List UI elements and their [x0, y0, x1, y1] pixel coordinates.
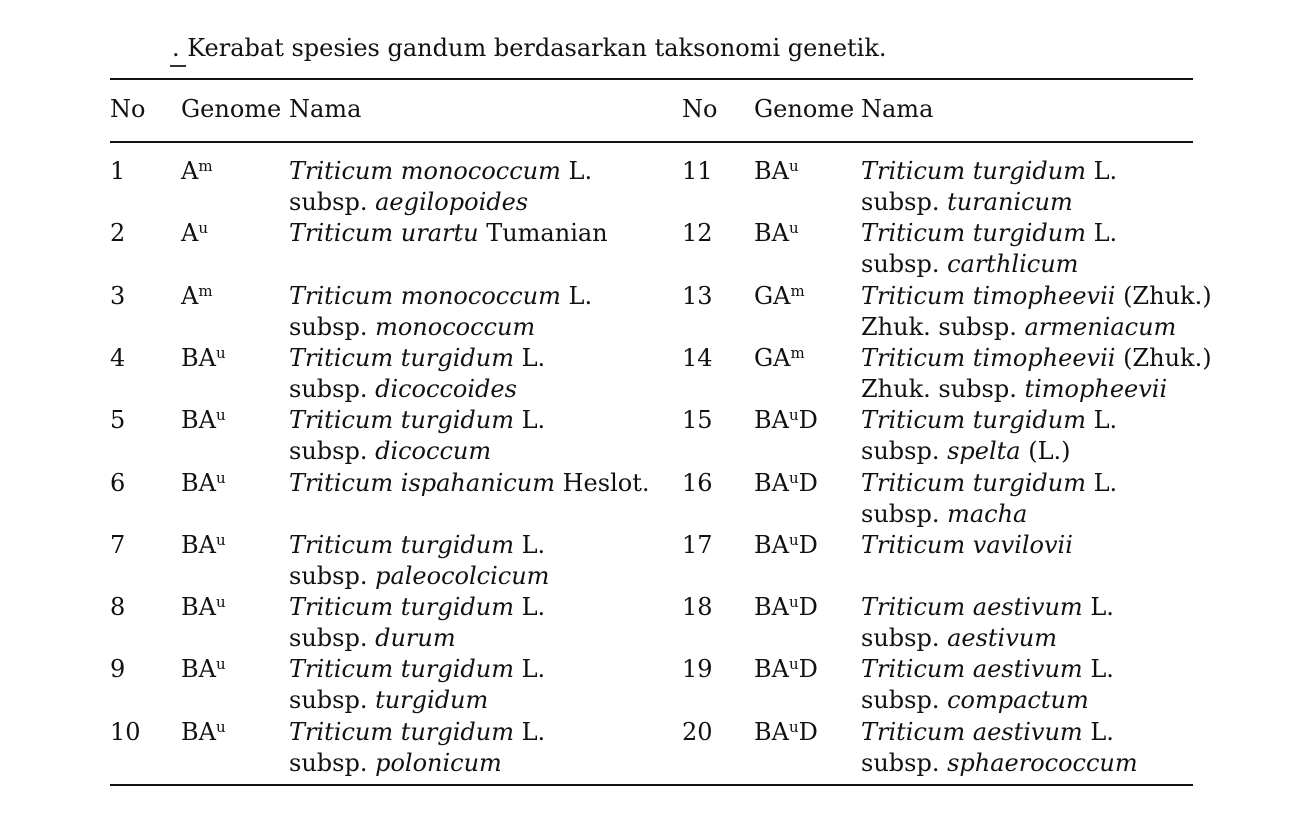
species-name-cell — [861, 654, 1114, 716]
species-name-cell — [289, 592, 545, 654]
species-name: Triticum timopheevii — [861, 282, 1116, 310]
row-number: 17 — [682, 531, 713, 559]
genome-cell — [754, 468, 818, 499]
species-name: Triticum vavilovii — [861, 531, 1073, 559]
row-number: 7 — [110, 531, 126, 559]
subspecies-name: carthlicum — [947, 250, 1079, 278]
species-line — [861, 405, 1117, 436]
row-number: 9 — [110, 655, 126, 683]
caption-text: . Kerabat spesies gandum berdasarkan taksonomi genetik. — [172, 34, 887, 62]
genome-superscript: u — [788, 655, 799, 673]
genome-base: BA — [181, 718, 216, 746]
subspecies-line — [289, 561, 549, 592]
subspecies-name: armeniacum — [1024, 313, 1177, 341]
species-authority: L. — [1082, 655, 1114, 683]
species-name: Triticum urartu — [289, 219, 479, 247]
row-number: 11 — [682, 157, 713, 185]
species-authority: L. — [513, 344, 546, 372]
subspecies-name: monococcum — [375, 313, 536, 341]
subspecies-name: dicoccum — [375, 437, 492, 465]
subspecies-prefix: subsp. — [861, 188, 948, 216]
table-caption — [110, 30, 887, 66]
species-name: Triticum turgidum — [289, 406, 514, 434]
genome-cell — [181, 343, 226, 374]
species-name-cell — [289, 281, 592, 343]
genome-cell — [754, 343, 805, 374]
species-line — [861, 530, 1073, 561]
row-number: 4 — [110, 344, 126, 372]
subspecies-name: spelta — [947, 437, 1021, 465]
row-number: 1 — [110, 157, 126, 185]
species-name: Triticum turgidum — [289, 344, 514, 372]
subspecies-prefix: subsp. — [289, 562, 376, 590]
species-name: Triticum ispahanicum — [289, 469, 555, 497]
species-line — [289, 468, 649, 499]
genome-base: A — [181, 219, 199, 247]
species-name: Triticum aestivum — [861, 655, 1083, 683]
row-number: 6 — [110, 469, 126, 497]
genome-cell — [181, 654, 226, 685]
genome-base: BA — [754, 531, 789, 559]
species-line — [861, 717, 1138, 748]
species-authority: L. — [1082, 718, 1114, 746]
genome-base: BA — [754, 469, 789, 497]
genome-cell — [181, 468, 226, 499]
species-line — [861, 592, 1114, 623]
species-name: Triticum monococcum — [289, 157, 561, 185]
subspecies-authority: (L.) — [1020, 437, 1071, 465]
genome-superscript: u — [215, 406, 226, 424]
species-name: Triticum turgidum — [289, 531, 514, 559]
subspecies-line — [861, 436, 1117, 467]
subspecies-line — [861, 685, 1114, 716]
genome-tail: D — [798, 531, 818, 559]
genome-base: BA — [181, 469, 216, 497]
row-number: 16 — [682, 469, 713, 497]
genome-base: BA — [754, 655, 789, 683]
genome-superscript: u — [215, 344, 226, 362]
genome-superscript: m — [790, 282, 805, 300]
species-line — [861, 281, 1212, 312]
header-genome-left: Genome — [181, 95, 282, 123]
row-number: 3 — [110, 282, 126, 310]
species-name-cell — [861, 530, 1073, 561]
genome-superscript: u — [788, 406, 799, 424]
species-name: Triticum turgidum — [861, 219, 1086, 247]
row-number: 19 — [682, 655, 713, 683]
genome-cell — [181, 281, 213, 312]
species-name-cell — [861, 156, 1117, 218]
genome-cell — [181, 218, 208, 249]
genome-superscript: u — [215, 531, 226, 549]
subspecies-prefix: subsp. — [861, 749, 948, 777]
subspecies-line — [861, 748, 1138, 779]
header-genome-right: Genome — [754, 95, 855, 123]
species-name-cell — [861, 343, 1212, 405]
species-name-cell — [289, 530, 549, 592]
header-nama-left: Nama — [289, 95, 362, 123]
subspecies-prefix: subsp. — [861, 686, 948, 714]
species-authority: L. — [513, 593, 546, 621]
row-number: 14 — [682, 344, 713, 372]
subspecies-line — [861, 187, 1117, 218]
genome-superscript: u — [215, 593, 226, 611]
species-line — [289, 343, 545, 374]
subspecies-prefix: subsp. — [861, 624, 948, 652]
genome-cell — [754, 717, 818, 748]
species-line — [289, 592, 545, 623]
subspecies-name: paleocolcicum — [375, 562, 550, 590]
species-authority: (Zhuk.) — [1115, 282, 1212, 310]
genome-superscript: u — [198, 219, 209, 237]
genome-base: BA — [181, 406, 216, 434]
genome-base: GA — [754, 344, 791, 372]
subspecies-name: aegilopoides — [375, 188, 529, 216]
species-line — [861, 654, 1114, 685]
species-authority: L. — [1082, 593, 1114, 621]
species-name-cell — [289, 654, 545, 716]
genome-base: A — [181, 157, 199, 185]
subspecies-prefix: Zhuk. subsp. — [861, 313, 1025, 341]
row-number: 10 — [110, 718, 141, 746]
species-name-cell — [861, 405, 1117, 467]
genome-superscript: u — [788, 219, 799, 237]
genome-cell — [181, 592, 226, 623]
species-name-cell — [289, 343, 545, 405]
species-name-cell — [289, 717, 545, 779]
row-number: 20 — [682, 718, 713, 746]
genome-base: BA — [181, 344, 216, 372]
genome-base: BA — [754, 219, 789, 247]
genome-cell — [181, 156, 213, 187]
species-name: Triticum aestivum — [861, 593, 1083, 621]
species-authority: L. — [1085, 219, 1118, 247]
subspecies-name: aestivum — [947, 624, 1057, 652]
species-authority: L. — [513, 718, 546, 746]
header-rule — [110, 141, 1193, 143]
genome-cell — [754, 218, 799, 249]
subspecies-name: polonicum — [375, 749, 502, 777]
genome-tail: D — [798, 655, 818, 683]
subspecies-line — [289, 187, 592, 218]
species-line — [289, 156, 592, 187]
row-number: 18 — [682, 593, 713, 621]
species-name: Triticum turgidum — [289, 593, 514, 621]
genome-superscript: u — [788, 469, 799, 487]
genome-cell — [754, 654, 818, 685]
subspecies-prefix: subsp. — [289, 749, 376, 777]
species-line — [861, 343, 1212, 374]
genome-superscript: u — [215, 469, 226, 487]
subspecies-name: timopheevii — [1024, 375, 1168, 403]
species-name-cell — [861, 468, 1117, 530]
subspecies-line — [861, 374, 1212, 405]
row-number: 5 — [110, 406, 126, 434]
species-authority: Heslot. — [554, 469, 650, 497]
subspecies-line — [861, 623, 1114, 654]
species-authority: L. — [1085, 469, 1118, 497]
species-name: Triticum turgidum — [861, 469, 1086, 497]
row-number: 15 — [682, 406, 713, 434]
row-number: 13 — [682, 282, 713, 310]
row-number: 8 — [110, 593, 126, 621]
genome-base: GA — [754, 282, 791, 310]
subspecies-prefix: subsp. — [289, 624, 376, 652]
genome-base: BA — [754, 718, 789, 746]
subspecies-prefix: subsp. — [289, 313, 376, 341]
genome-tail: D — [798, 469, 818, 497]
subspecies-name: macha — [947, 500, 1028, 528]
genome-base: BA — [754, 157, 789, 185]
subspecies-line — [289, 312, 592, 343]
genome-cell — [754, 281, 805, 312]
subspecies-prefix: subsp. — [861, 437, 948, 465]
species-authority: L. — [1085, 157, 1118, 185]
genome-superscript: u — [788, 718, 799, 736]
subspecies-prefix: subsp. — [289, 375, 376, 403]
genome-base: BA — [754, 593, 789, 621]
genome-base: A — [181, 282, 199, 310]
species-authority: L. — [560, 157, 593, 185]
species-authority: L. — [513, 655, 546, 683]
genome-superscript: u — [788, 531, 799, 549]
species-authority: L. — [513, 406, 546, 434]
species-name-cell — [861, 592, 1114, 654]
species-line — [861, 468, 1117, 499]
species-name-cell — [289, 156, 592, 218]
genome-cell — [754, 156, 799, 187]
genome-superscript: u — [788, 593, 799, 611]
row-number: 2 — [110, 219, 126, 247]
genome-base: BA — [181, 531, 216, 559]
genome-tail: D — [798, 593, 818, 621]
subspecies-line — [289, 623, 545, 654]
genome-base: BA — [181, 655, 216, 683]
subspecies-name: turgidum — [375, 686, 489, 714]
bottom-rule — [110, 784, 1193, 786]
subspecies-prefix: Zhuk. subsp. — [861, 375, 1025, 403]
species-name-cell — [861, 218, 1117, 280]
subspecies-prefix: subsp. — [289, 437, 376, 465]
genome-superscript: u — [788, 157, 799, 175]
header-no-right: No — [682, 95, 718, 123]
species-name: Triticum timopheevii — [861, 344, 1116, 372]
genome-superscript: m — [198, 157, 213, 175]
species-line — [861, 218, 1117, 249]
genome-cell — [754, 530, 818, 561]
genome-tail: D — [798, 718, 818, 746]
genome-superscript: m — [790, 344, 805, 362]
species-line — [289, 530, 549, 561]
subspecies-line — [289, 374, 545, 405]
subspecies-name: dicoccoides — [375, 375, 517, 403]
species-line — [289, 717, 545, 748]
subspecies-name: durum — [375, 624, 456, 652]
species-name-cell — [861, 717, 1138, 779]
top-rule — [110, 78, 1193, 80]
genome-base: BA — [181, 593, 216, 621]
subspecies-line — [289, 685, 545, 716]
genome-cell — [181, 530, 226, 561]
species-name-cell — [289, 218, 608, 249]
subspecies-line — [289, 748, 545, 779]
species-name-cell — [289, 405, 545, 467]
genome-base: BA — [754, 406, 789, 434]
genome-cell — [754, 592, 818, 623]
species-name: Triticum turgidum — [289, 718, 514, 746]
species-authority: L. — [1085, 406, 1118, 434]
species-line — [289, 654, 545, 685]
species-name: Triticum aestivum — [861, 718, 1083, 746]
genome-cell — [181, 405, 226, 436]
species-authority: L. — [513, 531, 546, 559]
header-nama-right: Nama — [861, 95, 934, 123]
species-line — [289, 405, 545, 436]
species-name: Triticum monococcum — [289, 282, 561, 310]
genome-cell — [181, 717, 226, 748]
genome-tail: D — [798, 406, 818, 434]
species-line — [861, 156, 1117, 187]
genome-superscript: m — [198, 282, 213, 300]
species-name: Triticum turgidum — [861, 406, 1086, 434]
row-number: 12 — [682, 219, 713, 247]
species-name-cell — [289, 468, 649, 499]
subspecies-line — [289, 436, 545, 467]
genome-cell — [754, 405, 818, 436]
subspecies-prefix: subsp. — [289, 686, 376, 714]
species-name: Triticum turgidum — [861, 157, 1086, 185]
species-name: Triticum turgidum — [289, 655, 514, 683]
species-authority: (Zhuk.) — [1115, 344, 1212, 372]
subspecies-line — [861, 312, 1212, 343]
genome-superscript: u — [215, 655, 226, 673]
species-name-cell — [861, 281, 1212, 343]
subspecies-prefix: subsp. — [289, 188, 376, 216]
subspecies-name: sphaerococcum — [947, 749, 1138, 777]
genome-superscript: u — [215, 718, 226, 736]
subspecies-line — [861, 249, 1117, 280]
species-authority: L. — [560, 282, 593, 310]
subspecies-name: turanicum — [947, 188, 1073, 216]
species-line — [289, 281, 592, 312]
subspecies-prefix: subsp. — [861, 500, 948, 528]
header-no-left: No — [110, 95, 146, 123]
subspecies-prefix: subsp. — [861, 250, 948, 278]
species-authority: Tumanian — [478, 219, 608, 247]
subspecies-name: compactum — [947, 686, 1089, 714]
subspecies-line — [861, 499, 1117, 530]
species-line — [289, 218, 608, 249]
